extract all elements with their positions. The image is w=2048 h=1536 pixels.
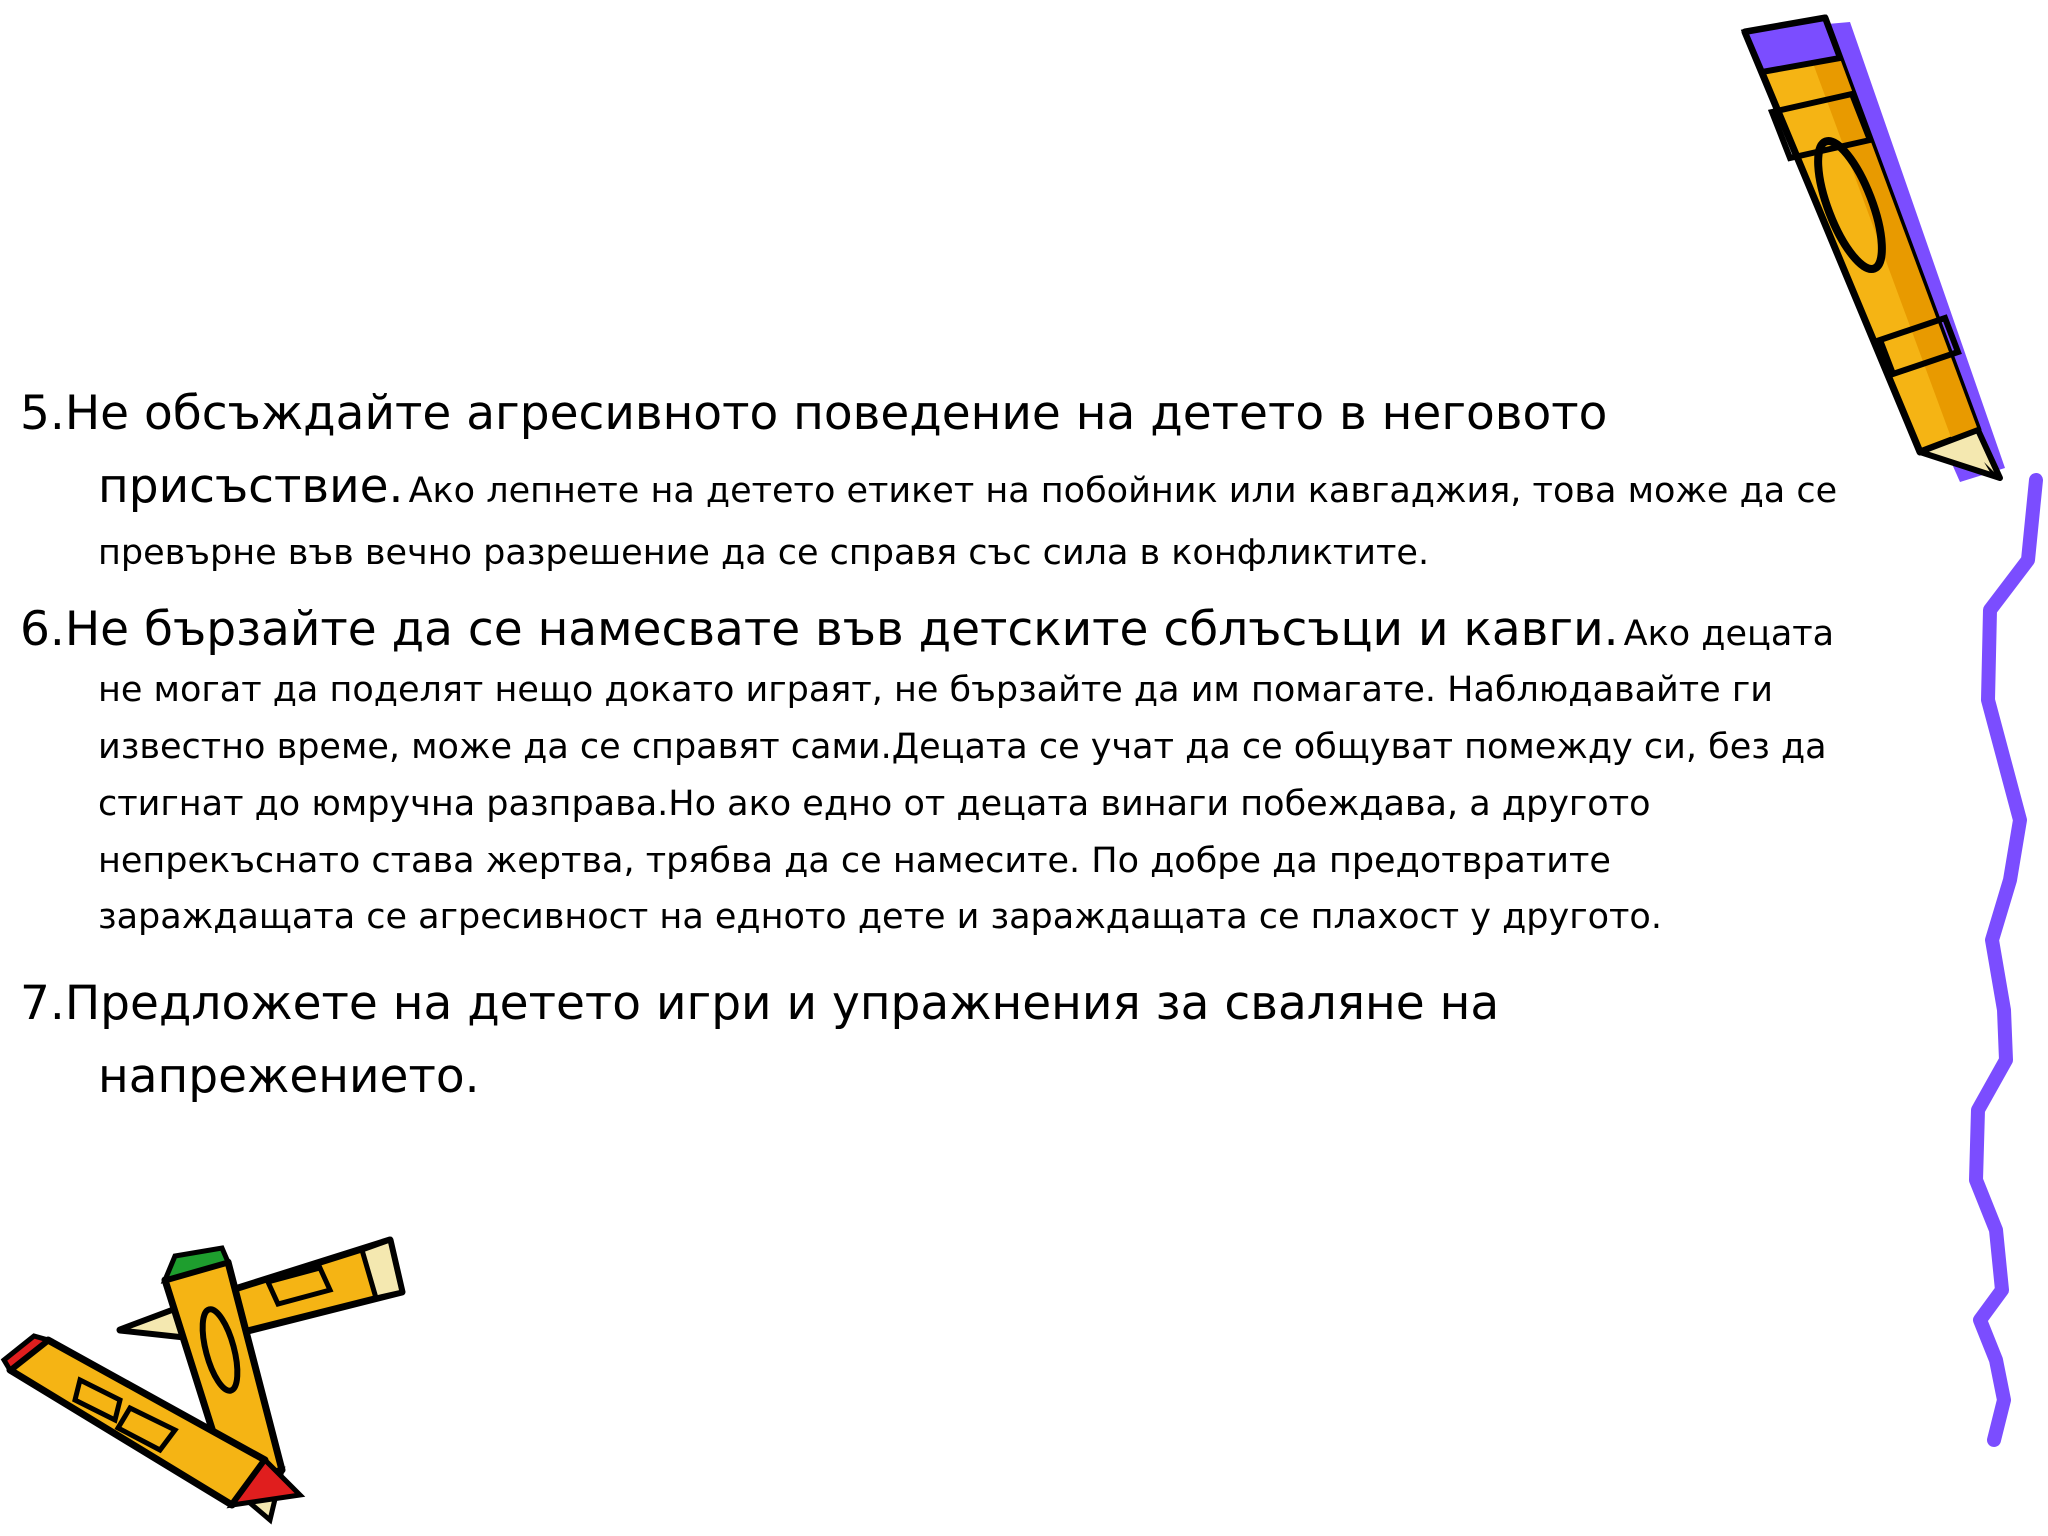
list-item: [20, 598, 1840, 946]
item-body: Ако лепнете на детето етикет на побойник или кавгаджия, това може да се превърне във вечно разрешение да се справя със сила в конфликтите.: [98, 470, 1838, 573]
item-body: Ако децата не могат да поделят нещо докато играят, не бързайте да им помагате. Наблюдавайте ги известно време, може да се справят сами.Децата се учат да се общуват помежду си, без да стигнат до юмручна разправа.Но ако едно от децата винаги побеждава, а другото непрекъснато става жертва, трябва да се намесите. По добре да предотвратите зараждащата се агресивност на едното дете и зараждащата се плахост у другото.: [98, 613, 1835, 938]
item-heading: 7.Предложете на детето игри и упражнения за сваляне на напрежението.: [20, 975, 1500, 1104]
squiggle-line: [1976, 480, 2036, 1440]
list-item: [20, 968, 1840, 1114]
item-heading: 6.Не бързайте да се намесвате във детските сблъсъци и кавги.: [20, 601, 1619, 657]
slide-text: [20, 378, 1840, 1130]
crossed-pencils-icon: [4, 1240, 402, 1520]
list-item: [20, 378, 1840, 582]
item-heading: 5.Не обсъждайте агресивното поведение на детето в неговото присъствие.: [20, 386, 1608, 514]
